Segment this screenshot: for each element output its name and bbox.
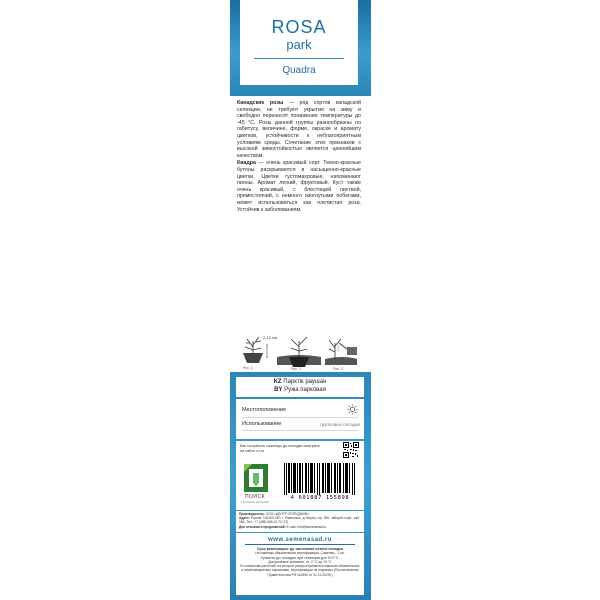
name-kz-text: Парктік раушан	[281, 379, 327, 385]
property-divider-2	[242, 430, 358, 431]
address-label: Адрес:	[239, 516, 250, 521]
name-by	[236, 386, 364, 394]
producer-name: ООО «ЦЕНТР ОГОРОДНИК»	[264, 512, 309, 516]
description-text-2: — очень красивый сорт. Темно-красные бутоны раскрываются в насыщенно-красные цветки. Цветки густомахровые, напоминают пионы. Аромат легкий, фруктовый. Куст также очень красивый, с блестящей листвой, прямостоячий, с немного изогнутыми побегами, может использоваться как плетистая роза. Устойчив к заболеваниям.	[237, 160, 361, 213]
description-lead-2: Квадра	[237, 160, 256, 167]
variety-name: Quadra	[282, 65, 316, 76]
property-divider-1	[242, 417, 358, 418]
qr-section	[236, 441, 364, 459]
usage-value: групповые посадки	[320, 422, 360, 427]
feedback-label: Для отзывов и предложений:	[239, 524, 286, 529]
name-by-text: Ружа парковая	[282, 387, 326, 393]
title-divider	[254, 58, 344, 59]
qr-caption: Как сохранить саженцы до посадки смотрите на сайте ru.ru	[240, 444, 320, 453]
barcode-digits: 4 601887 155898	[290, 495, 350, 501]
storage-note: Хранить до посадки при температуре 0+2°С.	[260, 555, 340, 560]
certification-note: На саженцы обязательная сертификация. Саженец - 1 шт.	[255, 551, 345, 556]
website-link[interactable]: www.semenasad.ru	[268, 537, 332, 543]
planting-in-soil-icon	[277, 337, 321, 367]
title-box	[240, 0, 358, 85]
brand-tagline: Питомник растений	[241, 500, 269, 504]
depth-marker-icon	[266, 345, 268, 357]
legal-note: В отношении растений, на которых распространяются законом обязательные и семеноводческие нормативы, сертификации не подлежат (Постановление Правительства РФ №2450 от 31.12.2020г.)	[240, 564, 360, 577]
shelf-life: Срок реализации: до окончания сезона посадки	[256, 547, 344, 551]
usage-row	[242, 421, 360, 427]
footer-section	[236, 533, 364, 595]
info-panel	[230, 372, 371, 600]
storage-note-2: Допускаемое хранение: от -2 °С до +5 °С	[268, 560, 332, 565]
location-row	[242, 407, 360, 413]
product-subtitle: park	[286, 37, 312, 52]
translated-names	[236, 377, 364, 397]
figure-label-2: Рис. 2	[291, 367, 301, 371]
planting-illustrations	[233, 333, 369, 371]
seed-package	[227, 0, 374, 600]
producer-label: Производитель:	[239, 512, 265, 516]
poisk-logo-icon	[244, 464, 268, 492]
feedback-text: E-mail: info@semenasad.ru	[285, 524, 327, 529]
lang-code-kz: KZ	[273, 379, 282, 385]
lang-code-by: BY	[274, 387, 283, 393]
description-lead-1: Канадские розы	[237, 100, 284, 106]
address-text: Россия, 140153, МО, г. Раменское, д. Верея, стр. 500, лаборат. корп., каб. 28А. Тел.: +7 (495) 668-10-72 (73)	[239, 516, 360, 525]
watering-icon	[325, 339, 357, 365]
description-paragraph-2	[237, 160, 361, 213]
name-kz	[236, 377, 364, 386]
website-underline	[245, 544, 355, 545]
plant-properties	[236, 399, 364, 439]
location-label: Местоположение	[242, 407, 287, 413]
description-text-1: — ряд сортов канадской селекции, не требуют укрытия на зиму и свободно переносят понижения температуры до -45 °С. Розы данной группы разнообразны по габитусу, величине, форме, окраске и аромату цветков, устойчивости к неблагоприятным условиям среды. Сочетание этих признаков с высокой зимостойкостью является ценнейшим качеством.	[237, 100, 361, 159]
figure-label-3: Рис. 3	[333, 367, 343, 371]
producer-info	[236, 511, 364, 532]
planting-steps-illustration	[233, 333, 369, 371]
brand-barcode-section	[236, 458, 364, 510]
qr-code-icon[interactable]	[343, 442, 359, 458]
product-title: ROSA	[271, 17, 327, 37]
planting-depth: 2-12 см	[263, 335, 277, 340]
package-header	[230, 0, 371, 96]
description	[237, 100, 361, 214]
sun-icon	[347, 404, 358, 415]
description-paragraph-1	[237, 100, 361, 159]
bush-in-pot-icon	[243, 337, 263, 363]
feedback-line	[239, 525, 361, 529]
address-line	[239, 516, 361, 524]
brand-name: ПОИСК	[244, 494, 266, 500]
usage-label: Использование	[242, 421, 282, 427]
figure-label-1: Рис. 1	[243, 366, 253, 370]
